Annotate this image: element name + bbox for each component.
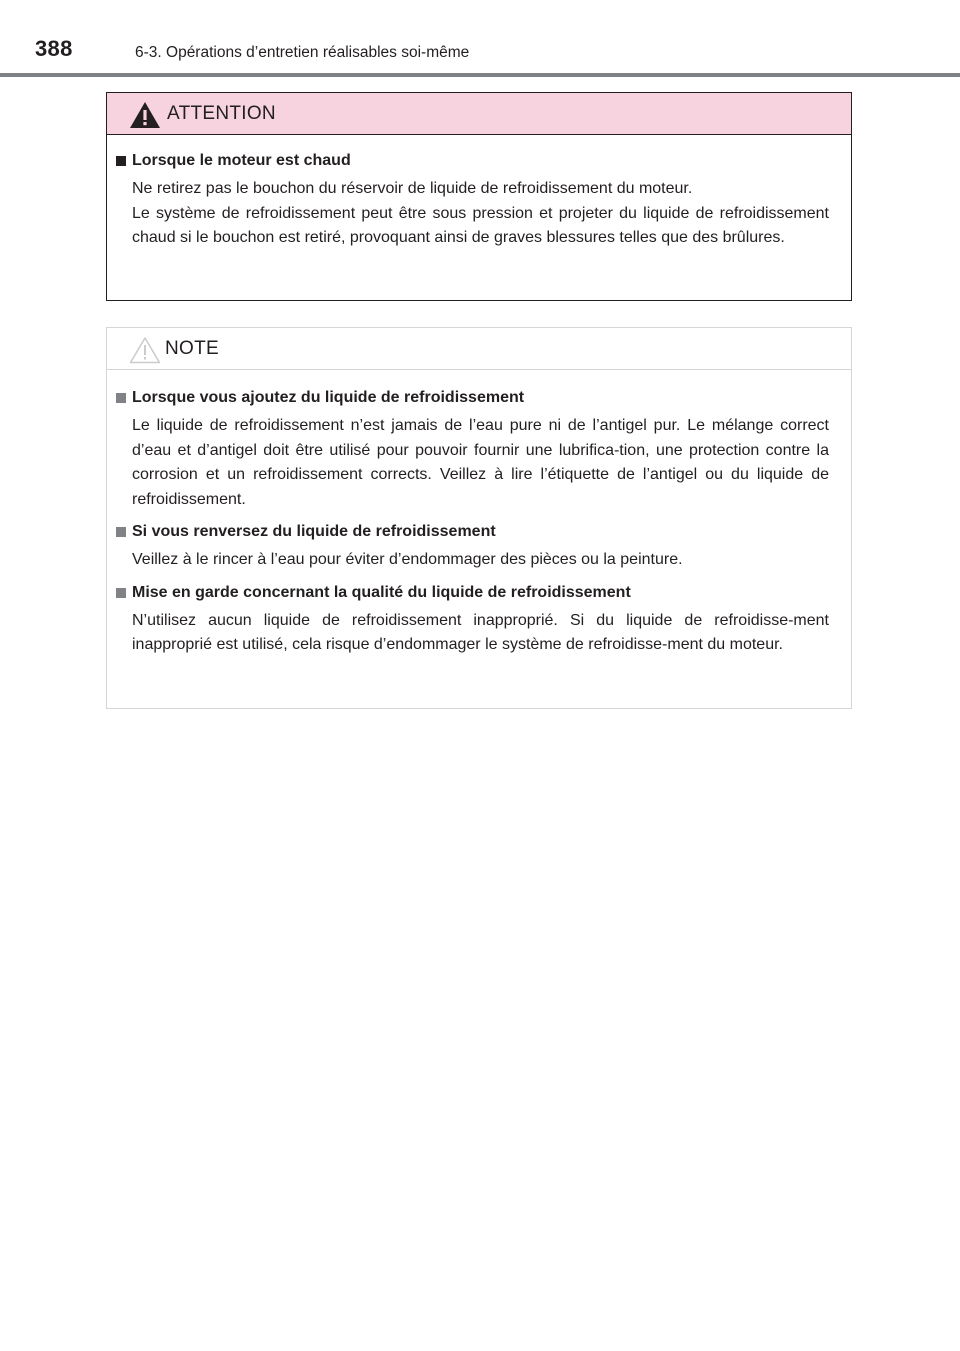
- square-bullet-icon: [116, 156, 126, 166]
- section-title: 6-3. Opérations d’entretien réalisables soi-même: [135, 44, 470, 61]
- note-item-heading: [116, 581, 829, 605]
- warning-triangle-outline-icon: [129, 336, 161, 364]
- attention-item-text-2: Le système de refroidissement peut être sous pression et projeter du liquide de refroidissement chaud si le bouchon est retiré, provoquant ainsi de graves blessures telles que des brûlures.: [132, 204, 829, 246]
- note-box: [106, 327, 852, 709]
- attention-item-heading-text: Lorsque le moteur est chaud: [132, 152, 351, 169]
- page-number: 388: [35, 36, 73, 61]
- note-item-heading-text: Si vous renversez du liquide de refroidissement: [132, 523, 496, 540]
- page-header: [0, 0, 960, 78]
- note-item: [116, 386, 829, 512]
- warning-triangle-filled-icon: [129, 101, 161, 129]
- attention-item: [116, 149, 829, 251]
- note-body: [107, 370, 851, 658]
- attention-item-heading: [116, 149, 829, 173]
- note-item-heading-text: Mise en garde concernant la qualité du liquide de refroidissement: [132, 583, 631, 601]
- note-item-text: N’utilisez aucun liquide de refroidissement inapproprié. Si du liquide de refroidisse-ment inapproprié est utilisé, cela risque d’endommager le système de refroidisse-ment du moteur.: [132, 611, 829, 653]
- attention-title: ATTENTION: [167, 103, 276, 124]
- attention-item-text: Ne retirez pas le bouchon du réservoir de liquide de refroidissement du moteur.: [132, 180, 693, 197]
- note-item-text: Le liquide de refroidissement n’est jamais de l’eau pure ni de l’antigel pur. Le mélange correct d’eau et d’antigel doit être utilisé pour pouvoir fournir une lubrifica-tion, une protection contre la corrosion et un refroidissement corrects. Veillez à lire l’étiquette de l’antigel ou du liquide de refroidissement.: [132, 417, 829, 508]
- header-rule: [0, 73, 960, 77]
- note-item-text: Veillez à le rincer à l’eau pour éviter d’endommager des pièces ou la peinture.: [132, 551, 683, 568]
- note-item-heading: [116, 520, 829, 544]
- note-title: NOTE: [165, 338, 219, 359]
- square-bullet-icon: [116, 588, 126, 598]
- note-item-heading: [116, 386, 829, 410]
- attention-box: [106, 92, 852, 301]
- attention-body: [107, 135, 851, 251]
- attention-header: [107, 93, 851, 135]
- square-bullet-icon: [116, 393, 126, 403]
- note-item-heading-text: Lorsque vous ajoutez du liquide de refroidissement: [132, 389, 525, 406]
- note-header: [107, 328, 851, 370]
- square-bullet-icon: [116, 527, 126, 537]
- note-item: [116, 520, 829, 573]
- note-item: [116, 581, 829, 658]
